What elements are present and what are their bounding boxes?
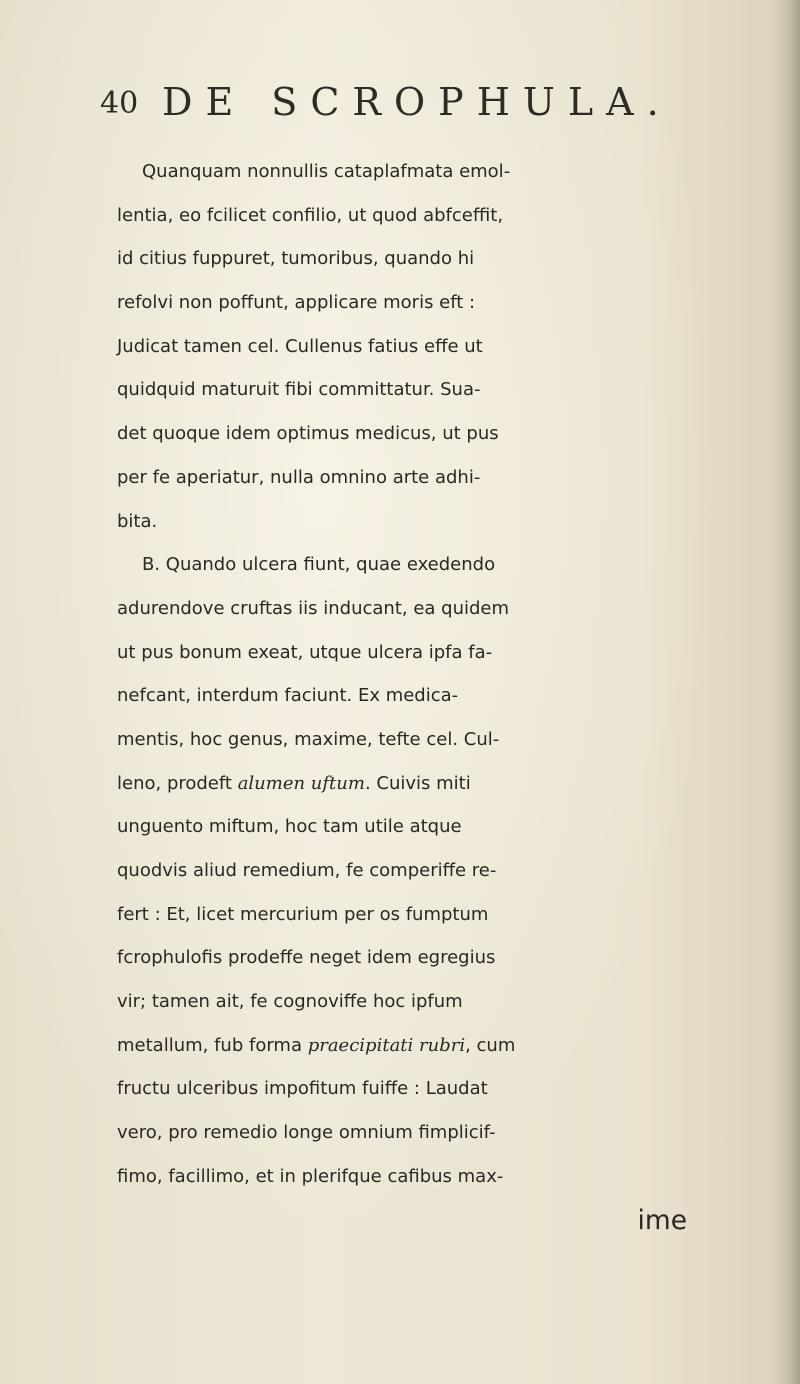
text-line: quidquid maturuit fibi committatur. Sua-: [117, 379, 481, 401]
text-line: id citius fuppuret, tumoribus, quando hi: [117, 248, 475, 270]
text-segment: metallum, fub forma: [117, 1034, 308, 1056]
italic-term: praecipitati rubri: [307, 1034, 466, 1056]
text-line: refolvi non poffunt, applicare moris eft :: [117, 292, 476, 314]
text-line: per fe aperiatur, nulla omnino arte adhi-: [117, 466, 481, 488]
page-edge-shadow: [772, 0, 800, 1384]
text-line: [117, 762, 717, 806]
catchword: ime: [637, 1204, 687, 1236]
italic-term: alumen uftum: [237, 772, 365, 794]
text-line: nefcant, interdum faciunt. Ex medica-: [117, 685, 459, 707]
text-segment: , cum: [465, 1034, 516, 1056]
running-head: DE SCROPHULA.: [162, 80, 672, 124]
text-line: fructu ulceribus impofitum fuiffe : Laudat: [117, 1078, 488, 1100]
text-line: fert : Et, licet mercurium per os fumptum: [117, 903, 489, 925]
text-line: quodvis aliud remedium, fe comperiffe re-: [117, 860, 497, 881]
text-line: B. Quando ulcera fiunt, quae exedendo: [142, 554, 496, 576]
page-header: [100, 80, 700, 132]
text-segment: leno, prodeft: [117, 772, 238, 794]
text-line: [117, 1024, 717, 1068]
text-line: Quanquam nonnullis cataplafmata emol-: [142, 161, 511, 182]
text-line: lentia, eo fcilicet confilio, ut quod abfceffit,: [117, 204, 504, 226]
text-line: mentis, hoc genus, maxime, tefte cel. Cul-: [117, 728, 500, 750]
body-text: [117, 150, 717, 1242]
text-line: vero, pro remedio longe omnium fimplicif-: [117, 1122, 496, 1144]
text-line: bita.: [117, 510, 158, 532]
text-line: adurendove cruftas iis inducant, ea quidem: [117, 597, 510, 619]
text-segment: . Cuivis miti: [364, 772, 471, 794]
page-number: 40: [100, 86, 139, 121]
text-line: det quoque idem optimus medicus, ut pus: [117, 423, 499, 445]
text-line: fcrophulofis prodeffe neget idem egregius: [117, 947, 496, 969]
text-line: vir; tamen ait, fe cognoviffe hoc ipfum: [117, 991, 463, 1013]
text-line: ut pus bonum exeat, utque ulcera ipfa fa-: [117, 641, 493, 663]
text-line: unguento miftum, hoc tam utile atque: [117, 816, 462, 838]
text-line: Judicat tamen cel. Cullenus fatius effe ut: [117, 335, 483, 357]
text-line: fimo, facillimo, et in plerifque cafibus max-: [117, 1165, 504, 1187]
